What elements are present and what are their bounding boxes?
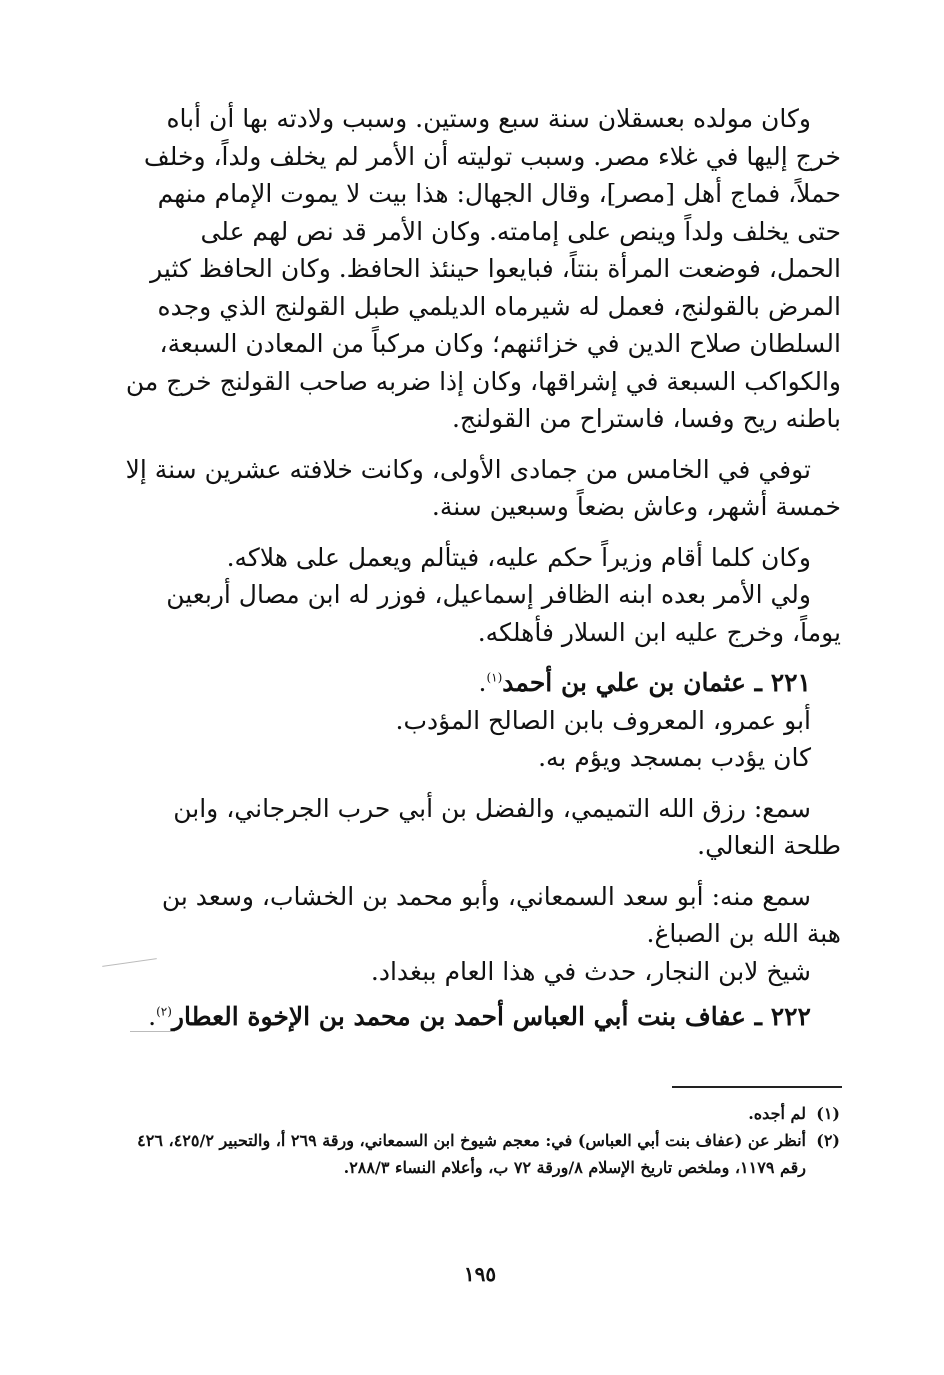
entry-heading-222 [125, 998, 841, 1036]
paragraph-heard-from: سمع: رزق الله التميمي، والفضل بن أبي حرب الجرجاني، وابن طلحة النعالي. [173, 793, 841, 860]
paragraph-caliph-birth: وكان مولده بعسقلان سنة سبع وستين. وسبب ولادته بها أن أباه خرج إليها في غلاء مصر. وسبب توليته أن الأمر لم يخلف ولداً، وخلف حملاً، فماج أهل [مصر]، وقال الجهال: هذا بيت لا يموت الإمام منهم حتى يخلف ولداً وينص على إمامته. وكان الأمر قد نص لهم على الحمل، فوضعت المرأة بنتاً، فبايعوا حينئذ الحافظ. وكان الحافظ كثير المرض بالقولنج، فعمل له شيرماه الديلمي طبل القولنج الذي وجده السلطان صلاح الدين في خزائنهم؛ وكان مركباً من المعادن السبعة، والكواكب السبعة في إشراقها، وكان إذا ضربه صاحب القولنج خرج من باطنه ريح وفسا، فاستراح من القولنج. [125, 104, 841, 433]
entry-heading-221 [125, 664, 841, 702]
paragraph-teaching: كان يؤدب بمسجد ويؤم به. [538, 743, 811, 772]
paragraph-successor: ولي الأمر بعده ابنه الظافر إسماعيل، فوزر له ابن مصال أربعين يوماً، وخرج عليه ابن السلار فأهلكه. [166, 580, 841, 647]
footnote-ref-2: (٢) [156, 1004, 172, 1019]
footnotes [118, 1100, 840, 1181]
entry-title-222: ٢٢٢ ـ عفاف بنت أبي العباس أحمد بن محمد بن الإخوة العطار [171, 1002, 811, 1031]
footnote-number: (٢) [816, 1131, 840, 1150]
footnote-ref-1: (١) [486, 670, 503, 685]
entry-title-221: ٢٢١ ـ عثمان بن علي بن أحمد [502, 668, 811, 697]
entry-suffix-222: . [148, 1002, 157, 1031]
paragraph-heard-by: سمع منه: أبو سعد السمعاني، وأبو محمد بن الخشاب، وسعد بن هبة الله بن الصباغ. [161, 881, 841, 948]
footnote-2 [118, 1127, 840, 1181]
paragraph-death: توفي في الخامس من جمادى الأولى، وكانت خلافته عشرين سنة إلا خمسة أشهر، وعاش بضعاً وسبعين سنة. [125, 454, 841, 521]
entry-suffix-221: . [478, 668, 487, 697]
footnote-1 [118, 1100, 840, 1127]
paragraph-viziers: وكان كلما أقام وزيراً حكم عليه، فيتألم ويعمل على هلاكه. [226, 542, 811, 572]
main-body-text [125, 100, 841, 1036]
footnote-text: أنظر عن (عفاف بنت أبي العباس) في: معجم شيوخ ابن السمعاني، ورقة ٢٦٩ أ، والتحبير ٤٢٥/٢، ٤٢٦ رقم ١١٧٩، وملخص تاريخ الإسلام ٨/ورقة ٧٢ ب، وأعلام النساء ٢٨٨/٣. [137, 1131, 806, 1177]
footnote-separator [672, 1086, 842, 1088]
footnote-number: (١) [816, 1104, 840, 1123]
paragraph-sheikh: شيخ لابن النجار، حدث في هذا العام ببغداد. [370, 956, 811, 986]
footnote-text: لم أجده. [748, 1104, 806, 1123]
page-number: ١٩٥ [463, 1262, 497, 1286]
pencil-mark-left-2 [130, 1031, 175, 1032]
paragraph-kunya: أبو عمرو، المعروف بابن الصالح المؤدب. [395, 705, 811, 735]
